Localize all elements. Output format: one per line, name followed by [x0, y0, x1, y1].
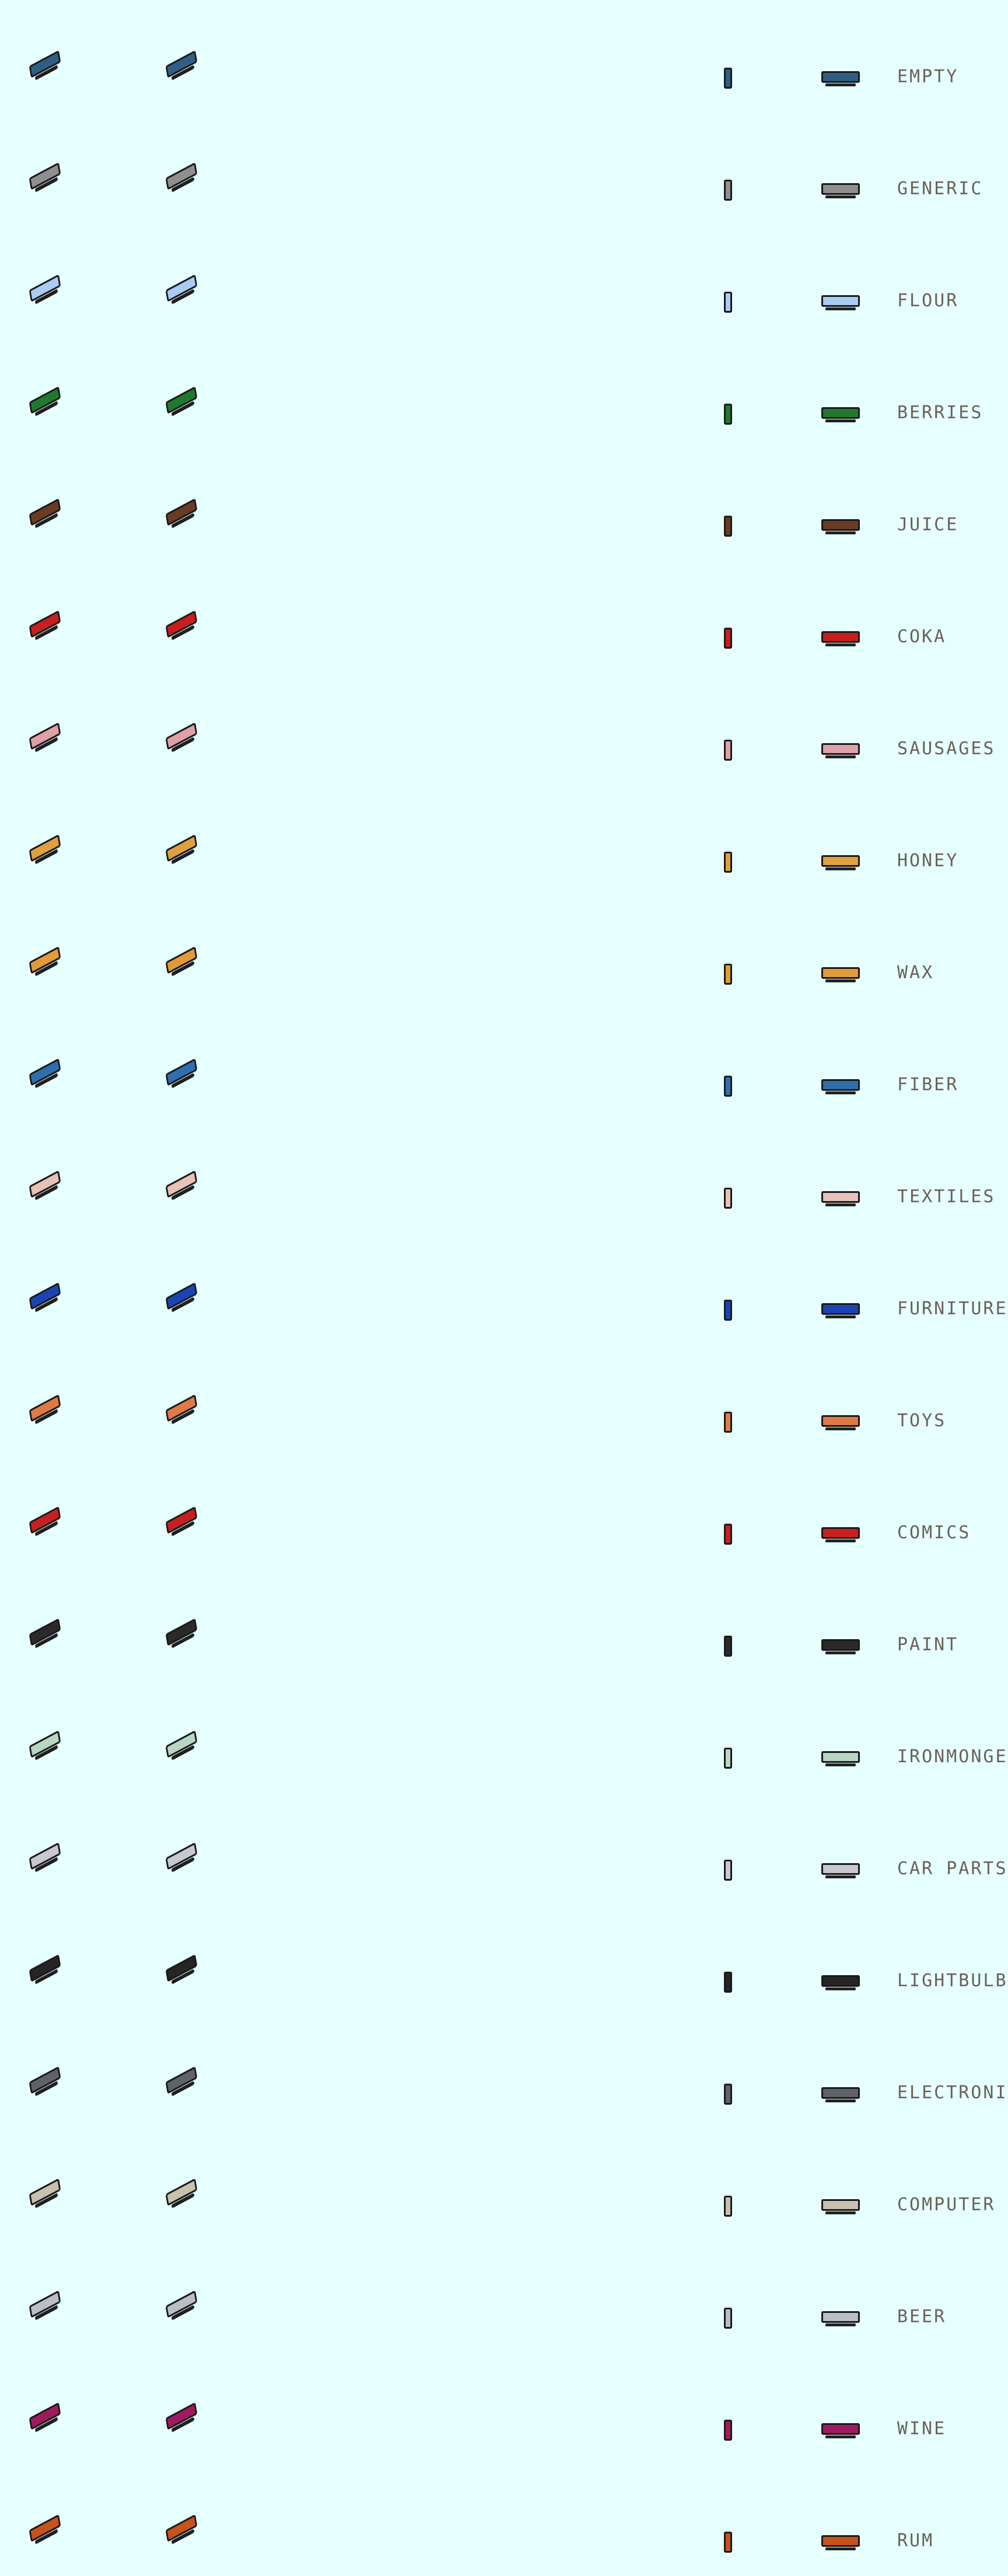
wagon-row — [0, 1344, 1008, 1456]
tankcar-wine-icon — [29, 2402, 61, 2430]
wagon-label: FURNITURE — [897, 1298, 1008, 1319]
wagon-label: RUM — [897, 2530, 935, 2551]
wagon-row — [0, 2352, 1008, 2464]
tankcar-rum-icon — [724, 2532, 732, 2553]
boxcar-berries-icon — [821, 407, 860, 419]
boxcar-computer-icon — [724, 2196, 732, 2217]
tankcar-paint-icon — [29, 1618, 61, 1646]
tankcar-paint-icon — [724, 1636, 732, 1657]
boxcar-fiber-icon — [166, 1058, 198, 1086]
wagon-label: SAUSAGES — [897, 738, 996, 759]
wagon-label: EMPTY — [897, 66, 959, 87]
boxcar-berries-icon — [166, 386, 198, 414]
boxcar-textiles-icon — [724, 1188, 732, 1209]
hopper-flour-icon — [724, 292, 732, 313]
boxcar-electronics-icon — [166, 2066, 198, 2094]
boxcar-furniture-icon — [29, 1282, 61, 1310]
barrel-honey-icon — [821, 855, 860, 867]
boxcar-comics-icon — [166, 1506, 198, 1534]
barrel-honey-icon — [166, 834, 198, 862]
flatcar-carparts-icon — [29, 1842, 61, 1870]
wagon-label: PAINT — [897, 1634, 959, 1655]
wagon-row — [0, 1904, 1008, 2016]
wagon-label: GENERIC — [897, 178, 984, 199]
wagon-row — [0, 1456, 1008, 1568]
tankcar-coka-icon — [166, 610, 198, 638]
boxcar-wax-icon — [821, 967, 860, 979]
wagon-label: BERRIES — [897, 402, 984, 423]
tankcar-juice-icon — [724, 516, 732, 537]
wagon-row — [0, 1568, 1008, 1680]
tankcar-juice-icon — [821, 519, 860, 531]
wagon-label: FLOUR — [897, 290, 959, 311]
boxcar-toys-icon — [724, 1412, 732, 1433]
wagon-label: TEXTILES — [897, 1186, 996, 1207]
wagon-row — [0, 1008, 1008, 1120]
boxcar-ironmongery-icon — [29, 1730, 61, 1758]
boxcar-lightbulb-icon — [724, 1972, 732, 1993]
boxcar-furniture-icon — [821, 1303, 860, 1315]
wagon-label: TOYS — [897, 1410, 947, 1431]
boxcar-furniture-icon — [724, 1300, 732, 1321]
boxcar-ironmongery-icon — [821, 1751, 860, 1763]
tankcar-coka-icon — [821, 631, 860, 643]
reefer-beer-icon — [724, 2308, 732, 2329]
wagon-label: HONEY — [897, 850, 959, 871]
hopper-flour-icon — [166, 274, 198, 302]
boxcar-electronics-icon — [821, 2087, 860, 2099]
boxcar-fiber-icon — [821, 1079, 860, 1091]
wagon-label: COMICS — [897, 1522, 971, 1543]
boxcar-berries-icon — [724, 404, 732, 425]
wagon-row — [0, 672, 1008, 784]
wagon-row — [0, 896, 1008, 1008]
wagon-row — [0, 2016, 1008, 2128]
boxcar-electronics-icon — [724, 2084, 732, 2105]
reefer-beer-icon — [29, 2290, 61, 2318]
wagon-row — [0, 0, 1008, 112]
tankcar-rum-icon — [166, 2514, 198, 2542]
reefer-sausages-icon — [29, 722, 61, 750]
wagon-label: WINE — [897, 2418, 947, 2439]
boxcar-lightbulb-icon — [166, 1954, 198, 1982]
boxcar-computer-icon — [29, 2178, 61, 2206]
wagon-row — [0, 1680, 1008, 1792]
boxcar-generic-icon — [724, 180, 732, 201]
wagon-label: IRONMONGE — [897, 1746, 1008, 1767]
boxcar-textiles-icon — [821, 1191, 860, 1203]
boxcar-fiber-icon — [724, 1076, 732, 1097]
flatcar-empty-icon — [821, 71, 860, 83]
barrel-honey-icon — [724, 852, 732, 873]
barrel-honey-icon — [29, 834, 61, 862]
boxcar-generic-icon — [166, 162, 198, 190]
boxcar-comics-icon — [821, 1527, 860, 1539]
hopper-flour-icon — [29, 274, 61, 302]
boxcar-lightbulb-icon — [29, 1954, 61, 1982]
tankcar-paint-icon — [821, 1639, 860, 1651]
boxcar-wax-icon — [166, 946, 198, 974]
tankcar-coka-icon — [724, 628, 732, 649]
wagon-row — [0, 560, 1008, 672]
boxcar-wax-icon — [29, 946, 61, 974]
tankcar-juice-icon — [29, 498, 61, 526]
wagon-label: FIBER — [897, 1074, 959, 1095]
wagon-label: BEER — [897, 2306, 947, 2327]
tankcar-wine-icon — [724, 2420, 732, 2441]
wagon-row — [0, 1232, 1008, 1344]
boxcar-electronics-icon — [29, 2066, 61, 2094]
tankcar-paint-icon — [166, 1618, 198, 1646]
boxcar-generic-icon — [821, 183, 860, 195]
boxcar-lightbulb-icon — [821, 1975, 860, 1987]
tankcar-juice-icon — [166, 498, 198, 526]
boxcar-wax-icon — [724, 964, 732, 985]
wagon-row — [0, 1120, 1008, 1232]
flatcar-carparts-icon — [166, 1842, 198, 1870]
boxcar-toys-icon — [166, 1394, 198, 1422]
tankcar-coka-icon — [29, 610, 61, 638]
wagon-row — [0, 112, 1008, 224]
boxcar-textiles-icon — [29, 1170, 61, 1198]
wagon-label: LIGHTBULB — [897, 1971, 1008, 1991]
flatcar-carparts-icon — [724, 1860, 732, 1881]
reefer-sausages-icon — [166, 722, 198, 750]
wagon-row — [0, 448, 1008, 560]
wagon-row — [0, 2240, 1008, 2352]
wagon-row — [0, 2464, 1008, 2576]
wagon-label: ELECTRONI — [897, 2082, 1008, 2103]
boxcar-textiles-icon — [166, 1170, 198, 1198]
flatcar-empty-icon — [29, 50, 61, 78]
wagon-label: JUICE — [897, 514, 959, 535]
boxcar-computer-icon — [821, 2199, 860, 2211]
flatcar-empty-icon — [724, 68, 732, 89]
wagon-row — [0, 336, 1008, 448]
hopper-flour-icon — [821, 295, 860, 307]
wagon-row — [0, 784, 1008, 896]
boxcar-ironmongery-icon — [166, 1730, 198, 1758]
boxcar-computer-icon — [166, 2178, 198, 2206]
boxcar-fiber-icon — [29, 1058, 61, 1086]
wagon-label: WAX — [897, 963, 935, 983]
boxcar-ironmongery-icon — [724, 1748, 732, 1769]
wagon-label: COMPUTER — [897, 2194, 996, 2215]
tankcar-rum-icon — [821, 2535, 860, 2547]
reefer-beer-icon — [821, 2311, 860, 2323]
reefer-sausages-icon — [724, 740, 732, 761]
tankcar-rum-icon — [29, 2514, 61, 2542]
tankcar-wine-icon — [821, 2423, 860, 2435]
boxcar-comics-icon — [29, 1506, 61, 1534]
reefer-sausages-icon — [821, 743, 860, 755]
boxcar-generic-icon — [29, 162, 61, 190]
boxcar-comics-icon — [724, 1524, 732, 1545]
flatcar-carparts-icon — [821, 1863, 860, 1875]
tankcar-wine-icon — [166, 2402, 198, 2430]
boxcar-toys-icon — [821, 1415, 860, 1427]
boxcar-furniture-icon — [166, 1282, 198, 1310]
flatcar-empty-icon — [166, 50, 198, 78]
boxcar-toys-icon — [29, 1394, 61, 1422]
boxcar-berries-icon — [29, 386, 61, 414]
wagon-row — [0, 1792, 1008, 1904]
wagon-row — [0, 2128, 1008, 2240]
wagon-label: COKA — [897, 626, 947, 647]
wagon-label: CAR PARTS — [897, 1859, 1008, 1879]
reefer-beer-icon — [166, 2290, 198, 2318]
wagon-row — [0, 224, 1008, 336]
